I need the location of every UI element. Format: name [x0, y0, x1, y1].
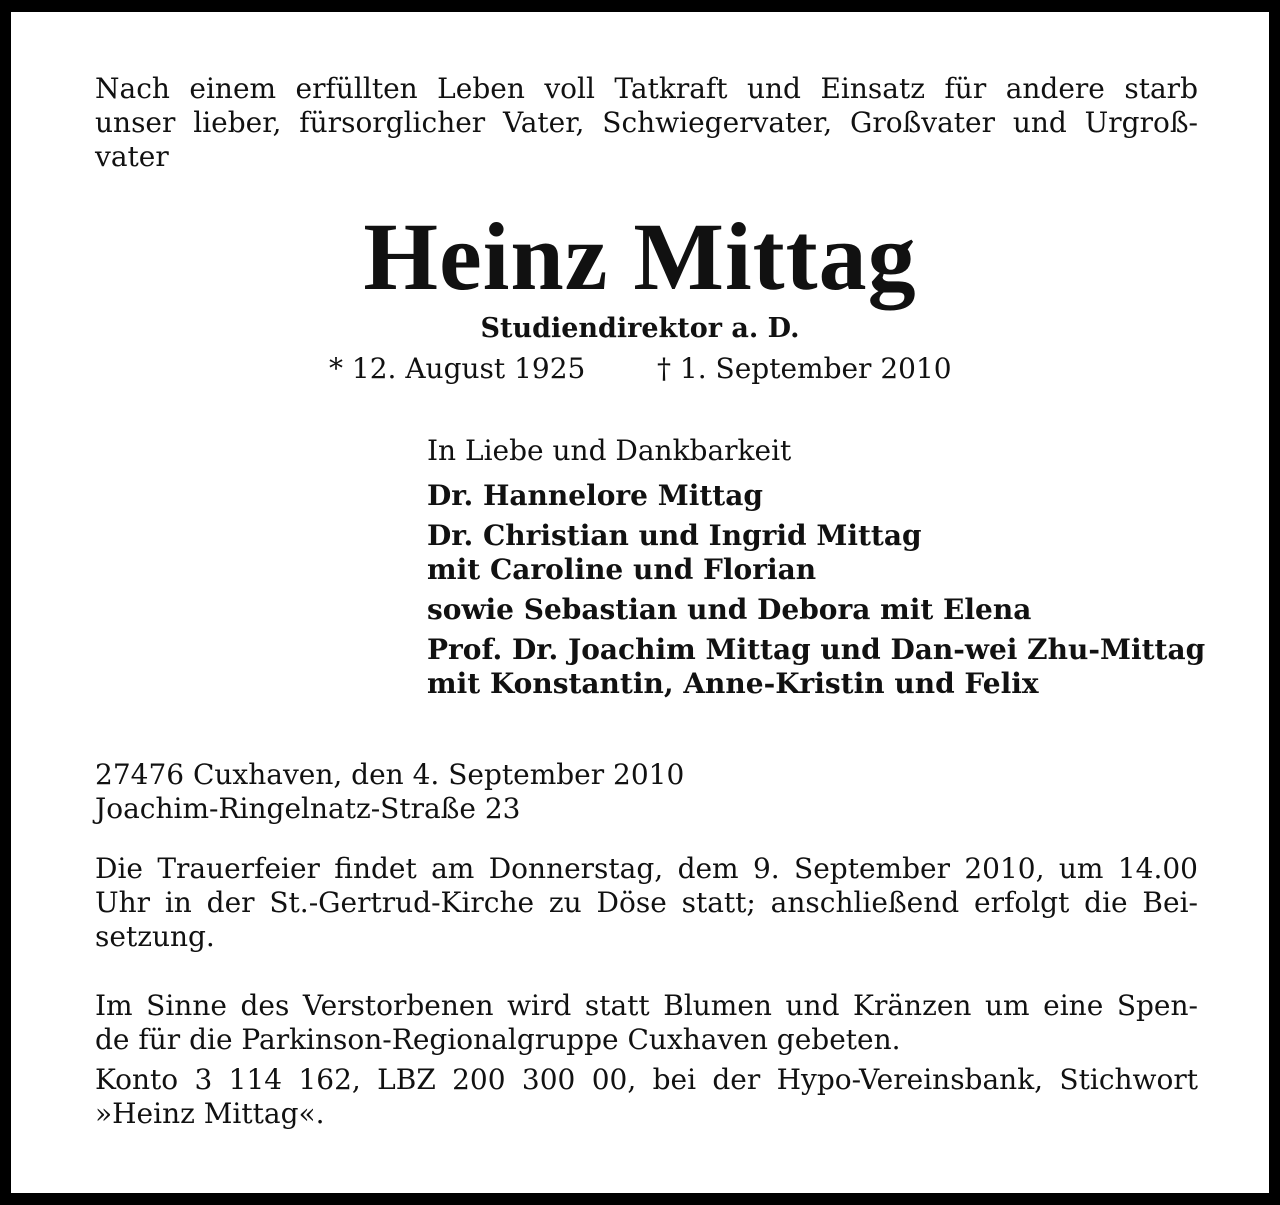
intro-line-2: unser lieber, fürsorglicher Vater, Schwiegervater, Großvater und Urgroß- — [95, 106, 1198, 139]
deceased-name: Heinz Mittag — [363, 203, 917, 310]
intro-line-3: vater — [95, 140, 169, 173]
funeral-line-1: Die Trauerfeier findet am Donnerstag, dem 9. September 2010, um 14.00 — [95, 852, 1198, 885]
deceased-title: Studiendirektor a. D. — [480, 313, 800, 344]
funeral-line-3: setzung. — [95, 920, 215, 953]
donation-line-2: de für die Parkinson-Regionalgruppe Cuxhaven gebeten. — [95, 1023, 901, 1056]
intro-paragraph — [95, 72, 1198, 174]
funeral-paragraph — [95, 852, 1198, 954]
birth-date: * 12. August 1925 — [329, 352, 586, 385]
mourner-line-1: Dr. Hannelore Mittag — [427, 479, 763, 512]
mourners-greeting: In Liebe und Dankbarkeit — [427, 434, 792, 467]
donation-line-1: Im Sinne des Verstorbenen wird statt Blumen und Kränzen um eine Spen- — [95, 989, 1198, 1022]
address-line-2: Joachim-Ringelnatz-Straße 23 — [95, 792, 521, 825]
death-date: † 1. September 2010 — [657, 352, 952, 385]
donation-paragraph — [95, 989, 1198, 1131]
donation-line-3: Konto 3 114 162, LBZ 200 300 00, bei der Hypo-Vereinsbank, Stichwort — [95, 1063, 1198, 1096]
funeral-line-2: Uhr in der St.-Gertrud-Kirche zu Döse statt; anschließend erfolgt die Bei- — [95, 886, 1198, 919]
intro-line-1: Nach einem erfüllten Leben voll Tatkraft und Einsatz für andere starb — [95, 72, 1198, 105]
mourner-line-3: mit Caroline und Florian — [427, 553, 817, 586]
mourner-line-5: Prof. Dr. Joachim Mittag und Dan-wei Zhu-Mittag — [427, 633, 1206, 666]
mourner-line-6: mit Konstantin, Anne-Kristin und Felix — [427, 667, 1039, 700]
address-line-1: 27476 Cuxhaven, den 4. September 2010 — [95, 758, 685, 791]
mourner-line-2: Dr. Christian und Ingrid Mittag — [427, 519, 922, 552]
mourner-line-4: sowie Sebastian und Debora mit Elena — [427, 593, 1032, 626]
donation-line-4: »Heinz Mittag«. — [95, 1097, 325, 1130]
address-block — [95, 758, 1198, 826]
